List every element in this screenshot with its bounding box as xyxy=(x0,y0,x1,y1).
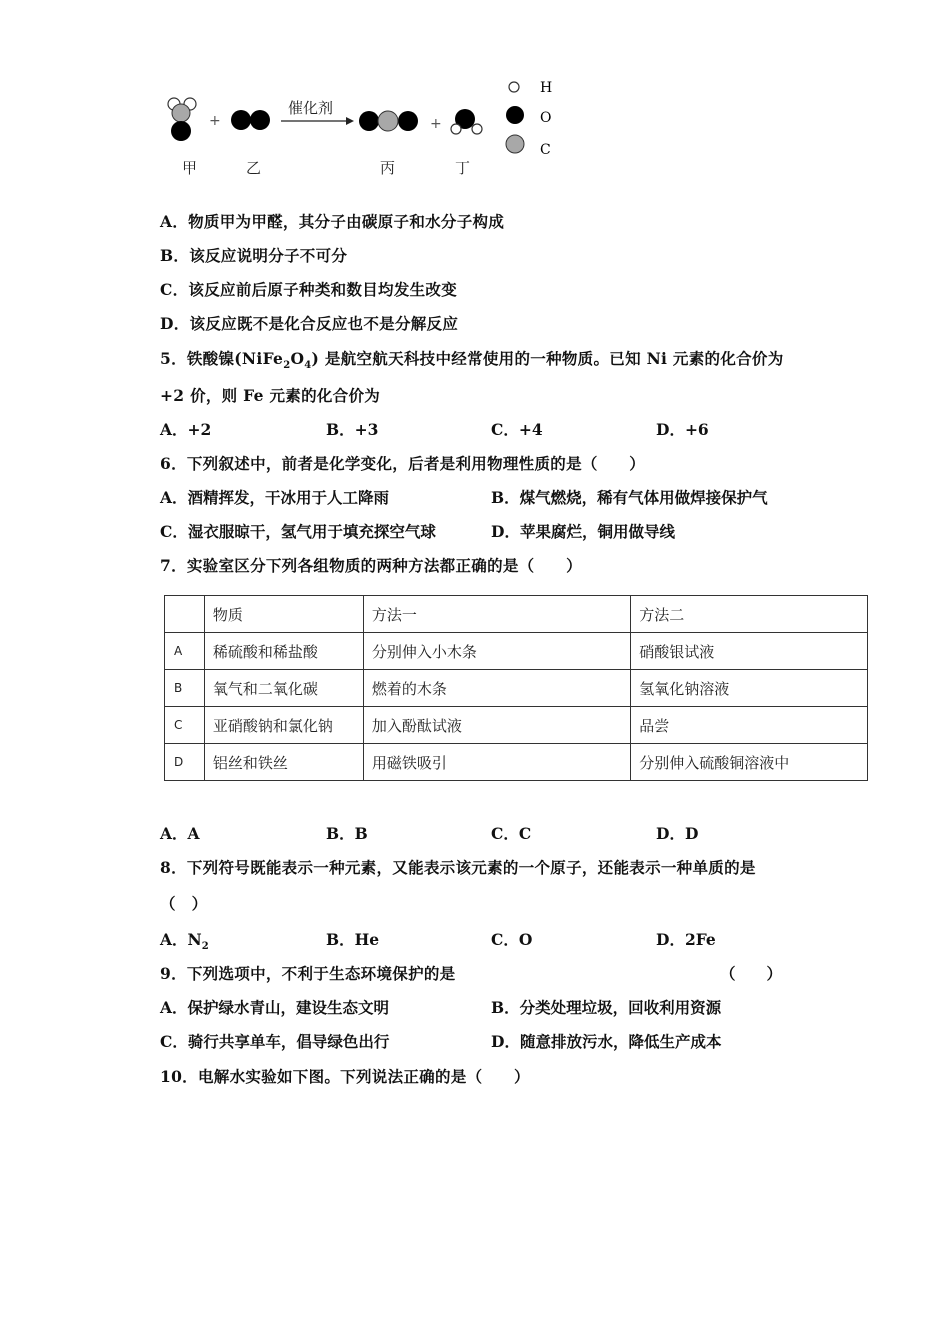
q9-option-b: B．分类处理垃圾，回收利用资源 xyxy=(491,998,722,1017)
q9-stem: 9．下列选项中，不利于生态环境保护的是 xyxy=(160,964,456,983)
table-cell-method-2: 品尝 xyxy=(631,707,868,744)
q5-option-c: C．+4 xyxy=(491,420,543,439)
molecule-bing xyxy=(359,111,418,131)
table-header-row xyxy=(165,596,868,633)
legend-c-atom xyxy=(506,135,524,153)
table-cell-letter: A xyxy=(165,633,205,670)
q7-option-b: B．B xyxy=(326,824,368,843)
label-ding: 丁 xyxy=(455,159,471,177)
q8-option-d: D．2Fe xyxy=(656,930,716,949)
table-header-cell xyxy=(165,596,205,633)
q8-paren: （ ） xyxy=(160,894,208,913)
molecule-jia xyxy=(168,98,196,141)
q6-option-c: C．湿衣服晾干，氢气用于填充探空气球 xyxy=(160,522,436,541)
label-bing: 丙 xyxy=(380,159,396,177)
q8-option-c: C．O xyxy=(491,930,533,949)
table-row xyxy=(165,707,868,744)
q7-option-a: A．A xyxy=(160,824,200,843)
table-row xyxy=(165,670,868,707)
table-cell-substance: 氧气和二氧化碳 xyxy=(204,670,363,707)
molecule-yi xyxy=(231,110,270,130)
legend-h-atom xyxy=(509,82,519,92)
q6-option-a: A．酒精挥发，干冰用于人工降雨 xyxy=(160,488,390,507)
q5-option-d: D．+6 xyxy=(656,420,709,439)
table-cell-letter: D xyxy=(165,744,205,781)
table-cell-letter: B xyxy=(165,670,205,707)
plus-sign-2: + xyxy=(430,116,442,132)
q4-option-b: B．该反应说明分子不可分 xyxy=(160,246,348,265)
q6-option-b: B．煤气燃烧，稀有气体用做焊接保护气 xyxy=(491,488,768,507)
catalyst-label: 催化剂 xyxy=(288,99,334,117)
table-cell-substance: 亚硝酸钠和氯化钠 xyxy=(204,707,363,744)
table-cell-substance: 铝丝和铁丝 xyxy=(204,744,363,781)
q8-option-a xyxy=(160,928,209,952)
table-cell-method-2: 分别伸入硫酸铜溶液中 xyxy=(631,744,868,781)
plus-sign-1: + xyxy=(209,113,221,129)
arrow-head xyxy=(346,117,354,125)
table-cell-substance: 稀硫酸和稀盐酸 xyxy=(204,633,363,670)
table-cell-method-2: 氢氧化钠溶液 xyxy=(631,670,868,707)
molecule-model-svg xyxy=(160,76,580,186)
reaction-diagram xyxy=(160,76,580,186)
q4-option-c: C．该反应前后原子种类和数目均发生改变 xyxy=(160,280,458,299)
table-row xyxy=(165,744,868,781)
table-cell-letter: C xyxy=(165,707,205,744)
q6-stem: 6．下列叙述中，前者是化学变化，后者是利用物理性质的是（ ） xyxy=(160,454,646,473)
q8-stem: 8．下列符号既能表示一种元素，又能表示该元素的一个原子，还能表示一种单质的是 xyxy=(160,858,756,877)
table-cell-method-1: 用磁铁吸引 xyxy=(363,744,630,781)
label-jia: 甲 xyxy=(182,159,198,177)
table-cell-method-1: 加入酚酞试液 xyxy=(363,707,630,744)
q10-stem: 10．电解水实验如下图。下列说法正确的是（ ） xyxy=(160,1067,530,1086)
q9-option-a: A．保护绿水青山，建设生态文明 xyxy=(160,998,390,1017)
table-header-cell: 方法二 xyxy=(631,596,868,633)
q5-stem-part-c: ) 是航空航天科技中经常使用的一种物质。已知 Ni 元素的化合价为 xyxy=(311,349,784,368)
q9-option-c: C．骑行共享单车，倡导绿色出行 xyxy=(160,1032,390,1051)
q4-option-d: D．该反应既不是化合反应也不是分解反应 xyxy=(160,314,459,333)
q8-option-b: B．He xyxy=(326,930,380,949)
label-yi: 乙 xyxy=(246,159,262,177)
q5-stem xyxy=(160,347,784,371)
q4-option-a: A．物质甲为甲醛，其分子由碳原子和水分子构成 xyxy=(160,212,505,231)
q7-option-d: D．D xyxy=(656,824,699,843)
q7-methods-table xyxy=(164,595,868,781)
q6-option-d: D．苹果腐烂，铜用做导线 xyxy=(491,522,675,541)
legend-c-label: C xyxy=(540,142,551,158)
q5-stem-part-b: O xyxy=(290,349,305,368)
q7-option-c: C．C xyxy=(491,824,532,843)
q5-sub-b: 4 xyxy=(304,360,312,372)
q5-sub-a: 2 xyxy=(283,360,291,372)
legend-o-atom xyxy=(506,106,524,124)
q8-option-a-sub: 2 xyxy=(201,941,209,953)
q9-paren: （ ） xyxy=(720,964,783,983)
table-header-cell: 物质 xyxy=(204,596,363,633)
q5-stem-line2: +2 价，则 Fe 元素的化合价为 xyxy=(160,386,381,405)
legend-o-label: O xyxy=(540,110,552,126)
table-cell-method-1: 燃着的木条 xyxy=(363,670,630,707)
table-header-cell: 方法一 xyxy=(363,596,630,633)
table-cell-method-2: 硝酸银试液 xyxy=(631,633,868,670)
molecule-ding xyxy=(451,109,482,134)
table-cell-method-1: 分别伸入小木条 xyxy=(363,633,630,670)
q5-stem-part-a: 5．铁酸镍(NiFe xyxy=(160,349,284,368)
q5-option-a: A．+2 xyxy=(160,420,212,439)
legend-h-label: H xyxy=(540,80,553,96)
atom-legend xyxy=(506,80,552,158)
q8-option-a-text: A．N xyxy=(160,930,202,949)
q7-stem: 7．实验室区分下列各组物质的两种方法都正确的是（ ） xyxy=(160,556,582,575)
table-row xyxy=(165,633,868,670)
q5-option-b: B．+3 xyxy=(326,420,379,439)
q9-option-d: D．随意排放污水，降低生产成本 xyxy=(491,1032,722,1051)
